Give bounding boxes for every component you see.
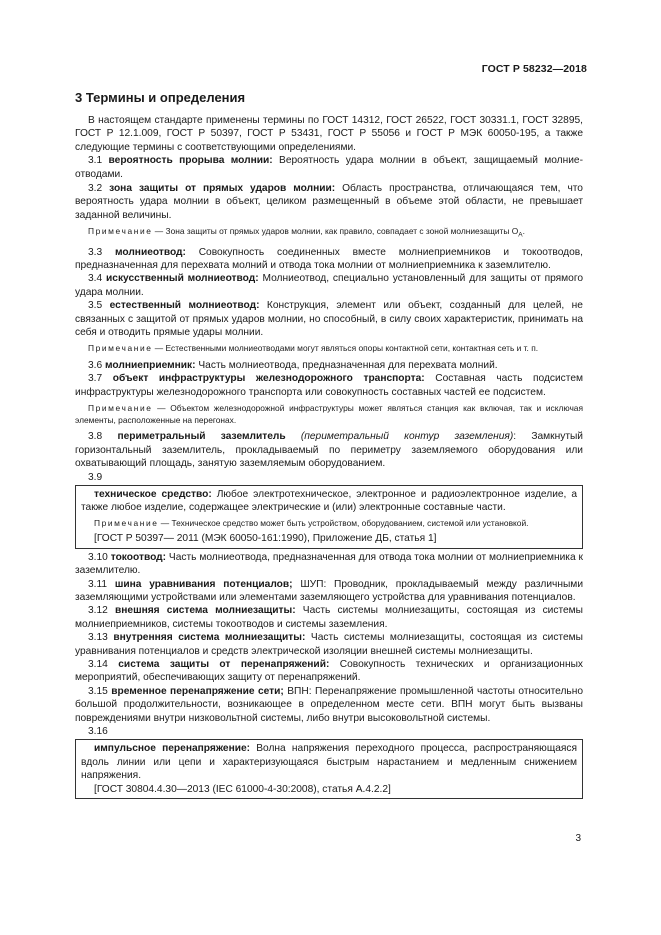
term-3-8: 3.8 периметральный заземлитель (периметральный контур заземления): Замкнутый горизонтальный заземлитель, прокладываемый по периметру заземляемого оборудования или охватывающий площадь, занятую заземляемым оборудованием.: [75, 431, 583, 470]
document-body: [75, 90, 583, 801]
term-3-11: 3.11 шина уравнивания потенциалов; ШУП: Проводник, прокладываемый между различными заземляющими устройствами или элементами заземляющего устройства для уравнивания потенциалов.: [75, 578, 584, 604]
standard-code-header: ГОСТ Р 58232—2018: [481, 63, 587, 75]
term-3-10: 3.10 токоотвод: Часть молниеотвода, предназначенная для отвода тока молнии от молниеприемника к заземлителю.: [75, 551, 583, 577]
page-number: 3: [575, 833, 581, 844]
term-3-3: 3.3 молниеотвод: Совокупность соединенных вместе молниеприемников и токоотводов, предназначенная для перехвата молний и отвода тока молнии от молниеприемника к заземлителю.: [75, 246, 583, 271]
term-3-1: 3.1 вероятность прорыва молнии: Вероятность удара молнии в объект, защищаемый молние-отводами.: [75, 155, 583, 180]
term-alt-name: (периметральный контур заземления): [285, 431, 514, 443]
quoted-term-box-3-9: [75, 485, 583, 549]
note-3-5: Примечание — Естественными молниеотводами могут являться опоры контактной сети, контактная сеть и т. п.: [88, 343, 539, 354]
term-name: естественный молниеотвод:: [109, 300, 260, 312]
term-3-7: 3.7 объект инфраструктуры железнодорожного транспорта: Составная часть подсистем инфраструктуры железнодорожного транспорта или совокупность составных частей ее подсистем.: [75, 373, 583, 398]
term-3-9-number: 3.9: [88, 471, 103, 483]
term-name: шина уравнивания потенциалов;: [114, 578, 293, 590]
term-3-13: 3.13 внутренняя система молниезащиты: Часть системы молниезащиты, состоящая из системы уравнивания потенциалов и средств электрической изоляции внешней системы молниезащиты.: [75, 632, 583, 657]
term-name: система защиты от перенапряжений:: [118, 659, 330, 671]
term-name: импульсное перенапряжение:: [94, 743, 251, 755]
term-name: молниеприемник:: [105, 359, 196, 371]
term-name: зона защиты от прямых ударов молнии:: [109, 183, 336, 195]
term-3-4: 3.4 искусственный молниеотвод: Молниеотвод, специально установленный для защиты от прямого удара молнии.: [75, 273, 584, 298]
term-3-14: 3.14 система защиты от перенапряжений: Совокупность технических и организационных мероприятий, обеспечивающих защиту от перенапряжений.: [75, 659, 583, 684]
term-3-6: 3.6 молниеприемник: Часть молниеотвода, предназначенная для перехвата молний.: [88, 359, 498, 371]
note-3-2: Примечание — Зона защиты от прямых ударов молнии, как правило, совпадает с зоной молниезащиты $O_A$.: [88, 226, 525, 239]
term-name: внешняя система молниезащиты:: [115, 605, 296, 617]
term-3-12: 3.12 внешняя система молниезащиты: Часть системы молниезащиты, состоящая из системы молниеприемников, системы токоотводов и системы заземления.: [75, 605, 583, 630]
term-name: временное перенапряжение сети;: [111, 685, 284, 697]
term-name: техническое средство:: [94, 488, 212, 500]
term-name: токоотвод:: [110, 551, 167, 563]
reference-3-16: [ГОСТ 30804.4.30—2013 (IEC 61000-4-30:2008), статья А.4.2.2]: [94, 783, 391, 795]
term-name: вероятность прорыва молнии:: [108, 155, 273, 167]
note-3-9: Примечание — Техническое средство может быть устройством, оборудованием, системой или установкой.: [94, 517, 529, 528]
term-name: искусственный молниеотвод:: [106, 273, 259, 285]
term-3-2: 3.2 зона защиты от прямых ударов молнии: Область пространства, отличающаяся тем, что вероятность удара молнии в объект, целиком размещенный в объеме этой области, не превышает заданной величины.: [75, 183, 583, 221]
term-name: объект инфраструктуры железнодорожного транспорта:: [112, 373, 425, 385]
term-name: молниеотвод:: [114, 246, 186, 258]
term-3-16: импульсное перенапряжение: Волна напряжения переходного процесса, распространяющаяся вдоль линии или цепи и характеризующаяся быстрым нарастанием и медленным снижением напряжения.: [81, 743, 577, 782]
term-name: периметральный заземлитель: [117, 431, 286, 443]
quoted-term-box-3-16: [75, 739, 583, 799]
term-3-9: техническое средство: Любое электротехническое, электронное и радиоэлектронное изделие, а также любое изделие, содержащее электрические и (или) электронные составные части.: [81, 488, 577, 514]
section-title: 3 Термины и определения: [75, 90, 246, 105]
term-3-5: 3.5 естественный молниеотвод: Конструкция, элемент или объект, созданный для целей, не связанных с защитой от прямых ударов молнии, но способный, в силу своих характеристик, принимать на себя и отводить прямые удары молнии.: [75, 300, 583, 338]
term-name: внутренняя система молниезащиты:: [113, 632, 306, 644]
term-3-15: 3.15 временное перенапряжение сети; ВПН: Перенапряжение промышленной частоты относительно большой продолжительности, возникающее в определенном месте сети. ВПН могут быть вызваны повреждениями внутри низковольтной системы, либо внутри высоковольтной системы.: [75, 685, 584, 724]
reference-3-9: [ГОСТ Р 50397— 2011 (МЭК 60050-161:1990), Приложение ДБ, статья 1]: [94, 533, 437, 545]
term-3-16-number: 3.16: [88, 726, 108, 738]
intro-paragraph: В настоящем стандарте применены термины по ГОСТ 14312, ГОСТ 26522, ГОСТ 30331.1, ГОСТ 32895, ГОСТ Р 12.1.009, ГОСТ Р 50397, ГОСТ Р 53431, ГОСТ Р 55056 и ГОСТ Р МЭК 60050-195, а также следующие термины с соответствующими определениями.: [75, 115, 583, 153]
note-3-7: Примечание — Объектом железнодорожной инфраструктуры может являться станция как включая, так и исключая элементы, расположенные на перегонах.: [75, 403, 583, 425]
